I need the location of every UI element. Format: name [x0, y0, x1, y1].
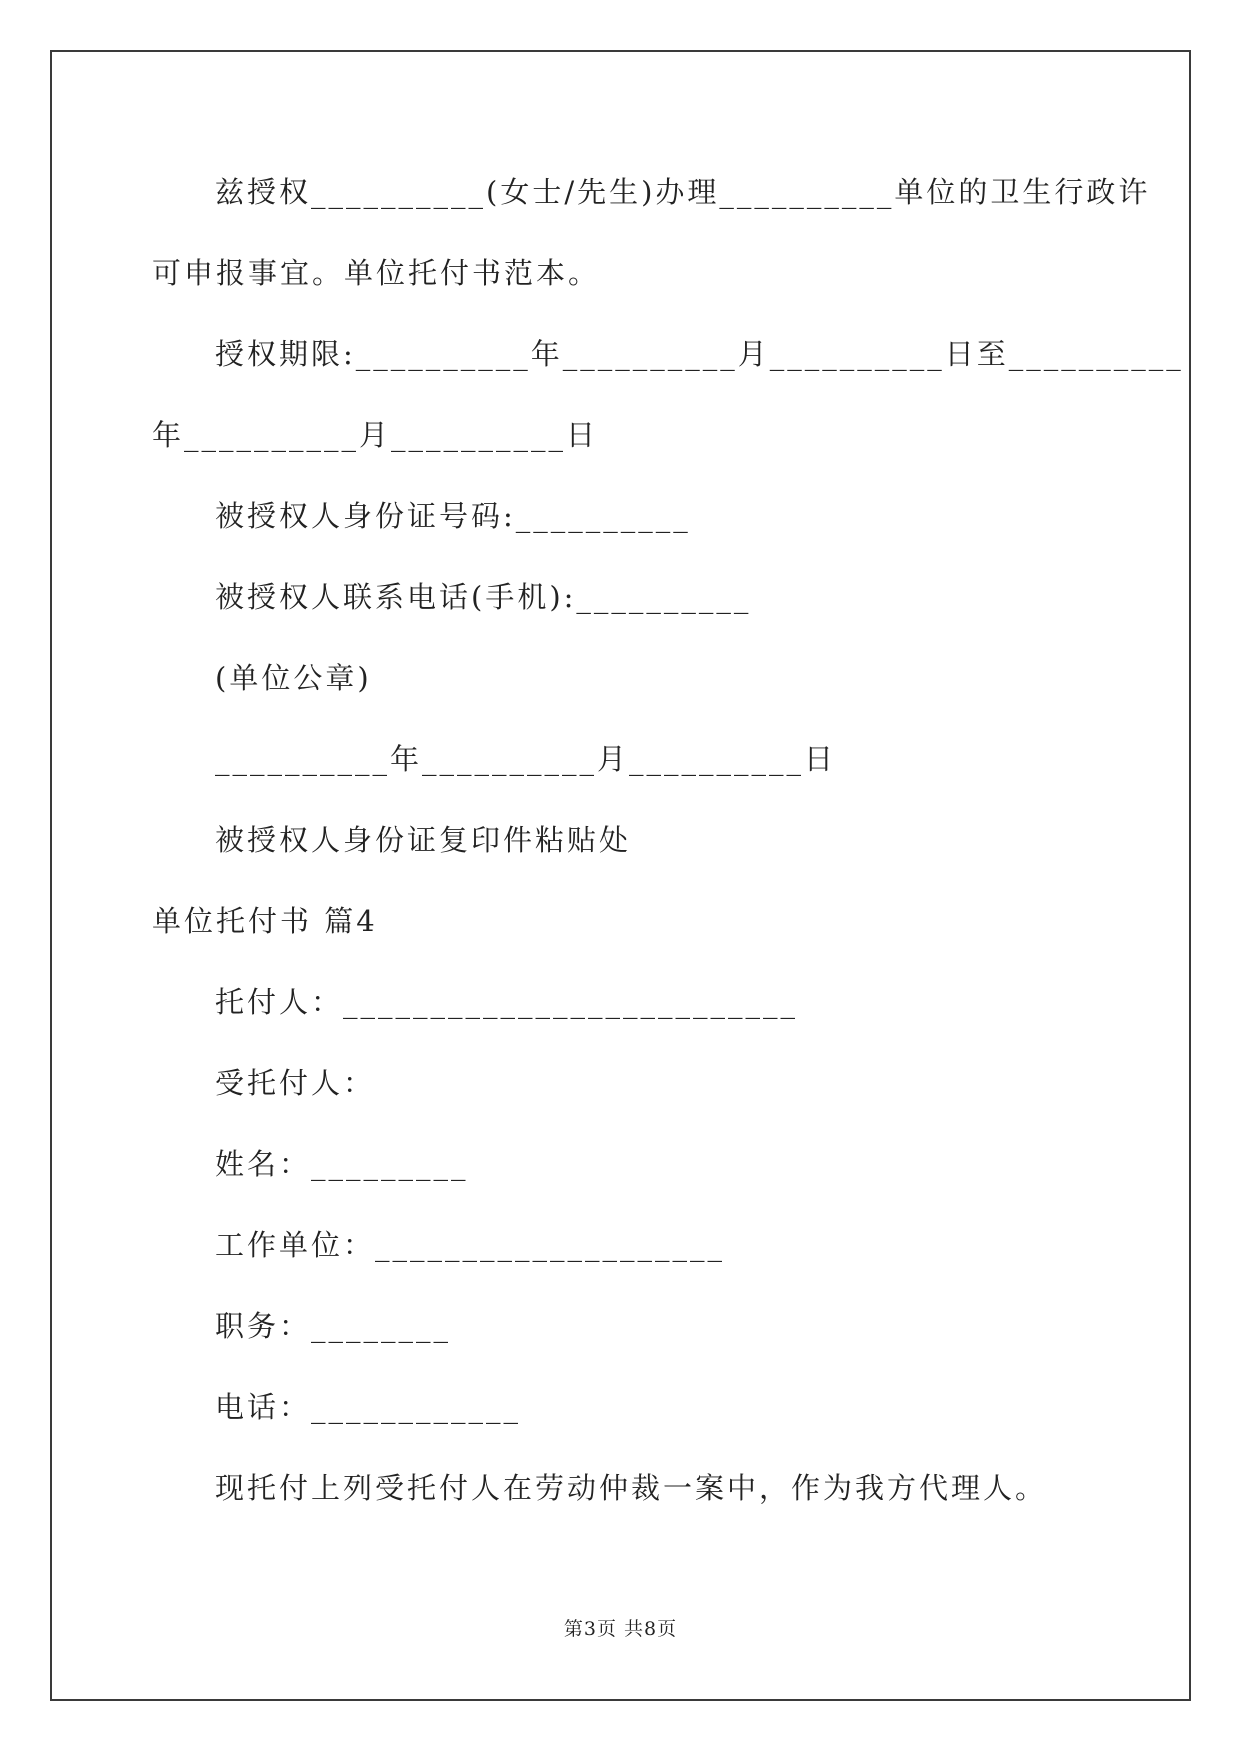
text-line: 被授权人联系电话(手机):__________: [215, 580, 752, 614]
text-line: 可申报事宜。单位托付书范本。: [152, 256, 601, 290]
text-line: 被授权人身份证号码:__________: [215, 499, 691, 533]
text-line: 工作单位：____________________: [215, 1228, 726, 1262]
text-line: 托付人：__________________________: [215, 985, 799, 1019]
text-line: 姓名：_________: [215, 1147, 469, 1181]
text-line: (单位公章): [215, 661, 372, 695]
text-line: 电话：____________: [215, 1390, 522, 1424]
text-line: 受托付人：: [215, 1066, 376, 1100]
page-number: 第3页 共8页: [563, 1618, 678, 1640]
section-heading: 单位托付书 篇4: [152, 904, 378, 938]
text-line: 年__________月__________日: [152, 418, 599, 452]
text-line: 现托付上列受托付人在劳动仲裁一案中，作为我方代理人。: [215, 1471, 1048, 1505]
page-border: [50, 50, 1191, 1701]
text-line: 职务：________: [215, 1309, 452, 1343]
text-line: __________年__________月__________日: [215, 742, 837, 776]
text-line: 被授权人身份证复印件粘贴处: [215, 823, 632, 857]
text-line: 兹授权__________(女士/先生)办理__________单位的卫生行政许: [215, 175, 1151, 209]
text-line: 授权期限:__________年__________月__________日至__________: [215, 337, 1184, 371]
